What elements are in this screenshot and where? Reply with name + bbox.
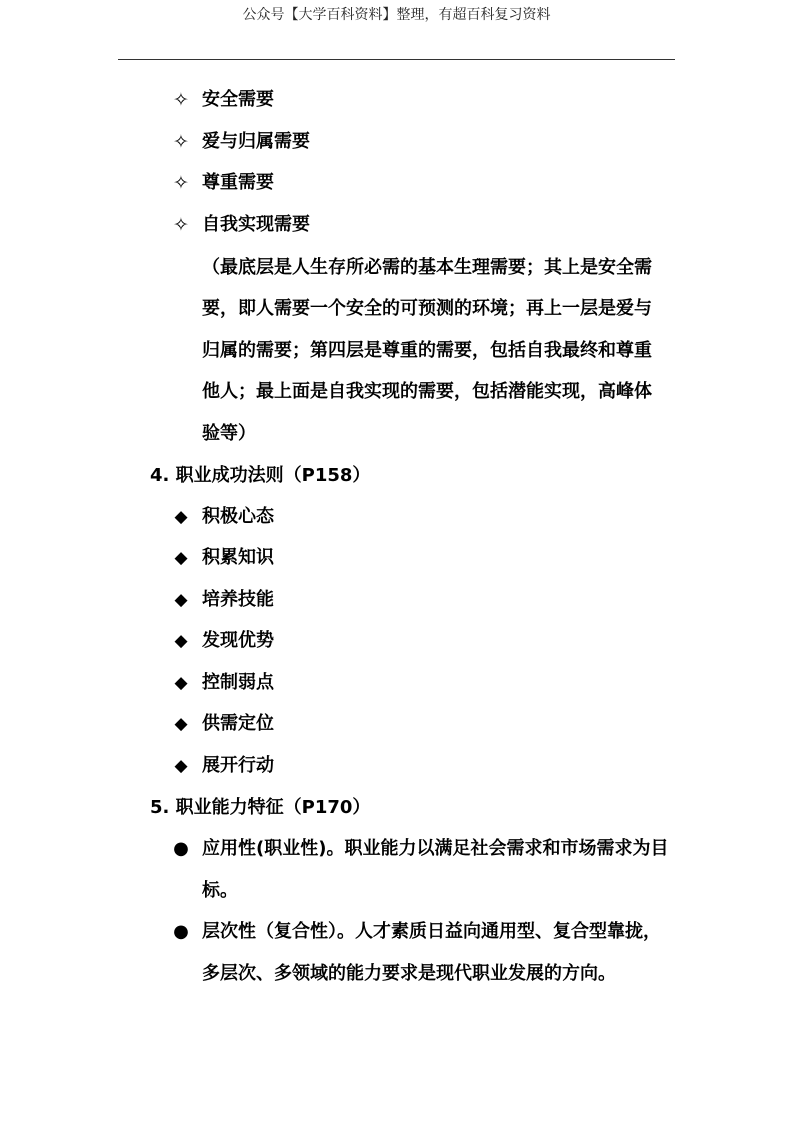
list-item: 爱与归属需要 [202, 131, 310, 152]
list-item-line: 多层次、多领域的能力要求是现代职业发展的方向。 [202, 963, 616, 984]
star-bullet-icon: ✧ [173, 214, 189, 236]
list-item-line: 应用性(职业性)。职业能力以满足社会需求和市场需求为目 [202, 838, 669, 859]
list-item-line: 标。 [202, 880, 238, 901]
note-line: 他人；最上面是自我实现的需要，包括潜能实现，高峰体 [202, 381, 652, 402]
list-item: 积累知识 [202, 547, 274, 568]
list-item: 供需定位 [202, 713, 274, 734]
list-item: 展开行动 [202, 755, 274, 776]
diamond-bullet-icon: ◆ [174, 673, 188, 693]
note-line: 归属的需要；第四层是尊重的需要，包括自我最终和尊重 [202, 340, 652, 361]
list-item: 安全需要 [202, 89, 274, 110]
list-item: 发现优势 [202, 630, 274, 651]
diamond-bullet-icon: ◆ [174, 507, 188, 527]
list-item: 控制弱点 [202, 672, 274, 693]
star-bullet-icon: ✧ [173, 131, 189, 153]
diamond-bullet-icon: ◆ [174, 631, 188, 651]
star-bullet-icon: ✧ [173, 172, 189, 194]
header-rule [118, 59, 675, 60]
diamond-bullet-icon: ◆ [174, 714, 188, 734]
list-item: 培养技能 [202, 589, 274, 610]
list-item: 尊重需要 [202, 172, 274, 193]
star-bullet-icon: ✧ [173, 89, 189, 111]
diamond-bullet-icon: ◆ [174, 756, 188, 776]
section-heading: 4. 职业成功法则（P158） [150, 465, 371, 486]
diamond-bullet-icon: ◆ [174, 590, 188, 610]
list-item-line: 层次性（复合性）。人才素质日益向通用型、复合型靠拢， [202, 921, 661, 942]
diamond-bullet-icon: ◆ [174, 548, 188, 568]
list-item: 自我实现需要 [202, 214, 310, 235]
note-line: 要，即人需要一个安全的可预测的环境；再上一层是爱与 [202, 298, 652, 319]
dot-bullet-icon: ● [173, 921, 189, 942]
dot-bullet-icon: ● [173, 838, 189, 859]
note-line: 验等） [202, 423, 256, 444]
page-header: 公众号【大学百科资料】整理，有超百科复习资料 [242, 7, 551, 23]
note-line: （最底层是人生存所必需的基本生理需要；其上是安全需 [202, 257, 652, 278]
list-item: 积极心态 [202, 506, 274, 527]
section-heading: 5. 职业能力特征（P170） [150, 797, 371, 818]
